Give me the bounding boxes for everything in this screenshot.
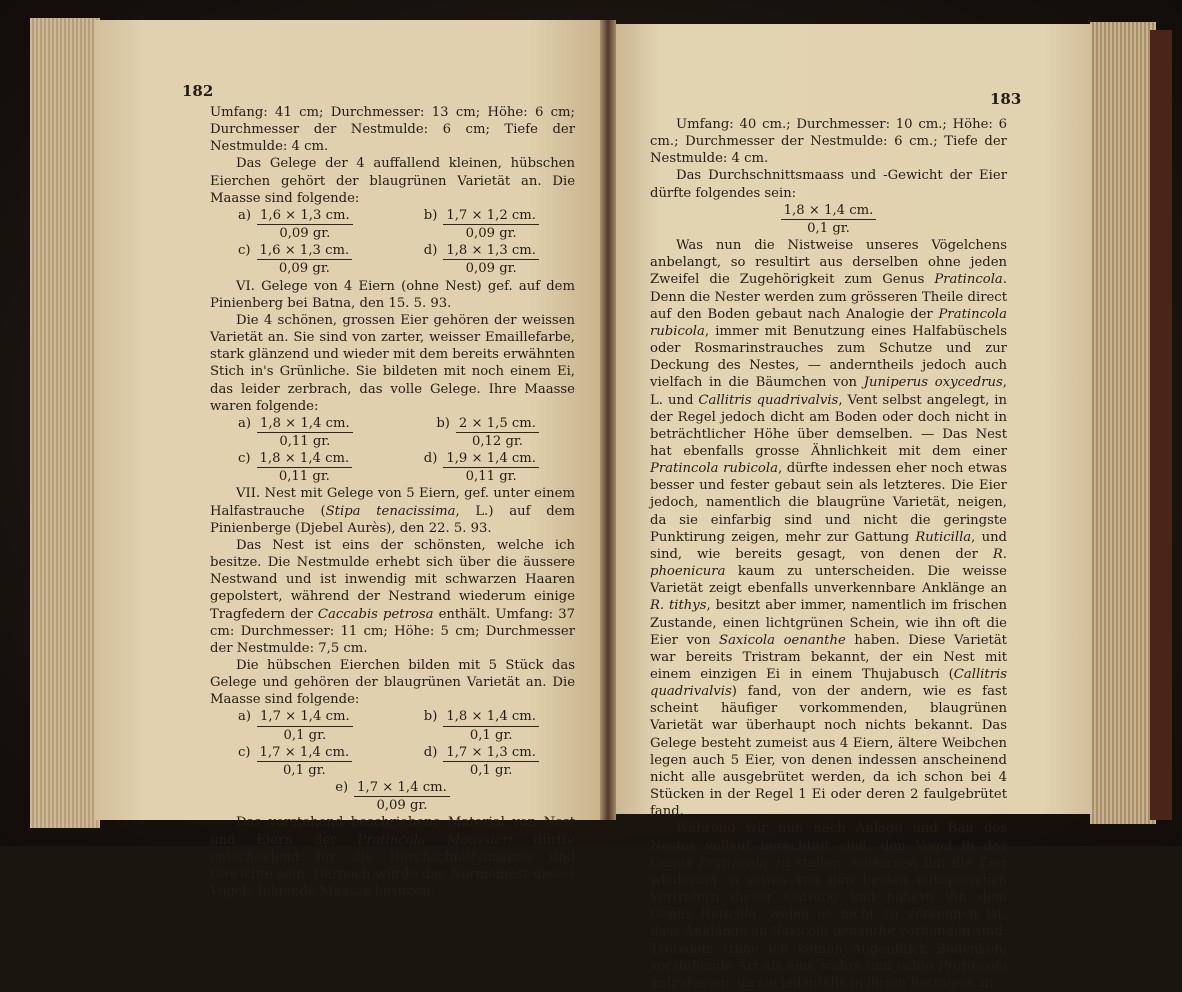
egg-dimensions: 2 × 1,5 cm. [456, 415, 539, 433]
measurement-label: a) [238, 207, 252, 223]
egg-measurement-row [210, 708, 575, 743]
egg-weight: 0,11 gr. [265, 467, 344, 485]
egg-weight: 0,1 gr. [456, 726, 527, 744]
species-name: Pratincola [938, 958, 1007, 974]
egg-measurement [238, 207, 353, 242]
measurement-label: c) [238, 744, 251, 760]
species-name: Ruticilla [700, 907, 757, 923]
measurement-label: d) [423, 243, 438, 259]
egg-measurement-row [210, 450, 575, 485]
egg-measurement [424, 708, 539, 743]
text-run: Was nun die Nistweise unseres Vögelchens anbelangt, so resultirt aus derselben ohne jeden Zweifel die Zugehörigkeit zum Genus [650, 238, 1007, 288]
species-name: R. tithys [650, 598, 707, 614]
text-run: , L.) auf dem Pinienberge (Djebel Aurès), den 22. 5. 93. [210, 503, 575, 536]
measurement-fraction [257, 207, 353, 242]
egg-dimensions: 1,8 × 1,3 cm. [443, 242, 539, 260]
measurement-label: c) [238, 451, 251, 467]
egg-measurement [238, 708, 353, 743]
egg-dimensions: 1,7 × 1,2 cm. [443, 207, 539, 225]
egg-weight: 0,1 gr. [270, 726, 341, 744]
egg-measurement [238, 450, 352, 485]
egg-measurement [238, 242, 352, 277]
egg-measurement [238, 744, 352, 779]
text-run: , und sind, wie bereits gesagt, von denen der [650, 529, 1007, 562]
paragraph [210, 485, 575, 536]
measurement-label: e) [335, 780, 349, 796]
egg-weight: 0,11 gr. [452, 467, 531, 485]
text-run: VII. Nest mit Gelege von 5 Eiern, gef. unter einem Halfastrauche ( [210, 486, 575, 519]
egg-weight: 0,11 gr. [265, 432, 344, 450]
egg-weight: 0,12 gr. [458, 432, 537, 450]
measurement-fraction [443, 744, 539, 779]
egg-measurement-row [210, 415, 575, 450]
measurement-fraction [257, 242, 353, 277]
egg-dimensions: 1,8 × 1,4 cm. [257, 415, 353, 433]
species-name: Pratincola Moussieri [357, 832, 513, 848]
paragraph: VI. Gelege von 4 Eiern (ohne Nest) gef. auf dem Pinienberg bei Batna, den 15. 5. 93. [210, 278, 575, 311]
egg-dimensions: 1,7 × 1,4 cm. [257, 744, 353, 762]
paragraph [650, 820, 1007, 992]
egg-measurement [424, 207, 539, 242]
paragraph: Umfang: 41 cm; Durchmesser: 13 cm; Höhe: 6 cm; Durchmesser der Nestmulde: 6 cm; Tiefe der Nestmulde: 4 cm. [210, 105, 575, 155]
measurement-fraction [257, 415, 353, 450]
egg-weight: 0,09 gr. [265, 259, 344, 277]
paragraph: Umfang: 40 cm.; Durchmesser: 10 cm.; Höhe: 6 cm.; Durchmesser der Nestmulde: 6 cm.; Tiefe der Nestmulde: 4 cm. [650, 117, 1007, 167]
right-page-stack-edge [1090, 22, 1156, 824]
measurement-label: a) [238, 415, 252, 431]
egg-dimensions: 1,7 × 1,4 cm. [354, 779, 450, 797]
text-run: ) fand, von der andern, wie es fast scheint häufiger vorkommenden, blaugrünen Varietät war überhaupt noch nichts bekannt. Das Gelege besteht zumeist aus 4 Eiern, ältere Weibchen legen auch 5 Eier, von denen indessen anscheinend nicht alle ausgebrütet werden, da ich schon bei 4 Stücken in der Regel 1 Ei oder deren 2 faulgebrütet fand. [650, 684, 1007, 820]
text-run: aufzufassen, da sie jedenfalls in ihrem Betragen, in [650, 975, 994, 991]
measurement-fraction [443, 450, 539, 485]
left-page-stack-edge [30, 18, 100, 828]
measurement-label: a) [238, 709, 252, 725]
species-name: Stipa tenacissima [325, 503, 456, 519]
egg-dimensions: 1,7 × 1,3 cm. [443, 744, 539, 762]
right-page-number: 183 [990, 90, 1022, 108]
egg-measurement-row [210, 744, 575, 779]
text-run: , L. und [650, 375, 1007, 408]
egg-dimensions: 1,9 × 1,4 cm. [443, 450, 539, 468]
paragraph: Das Gelege der 4 auffallend kleinen, hübschen Eierchen gehört der blaugrünen Varietät an. Die Maasse sind folgende: [210, 156, 575, 206]
species-name: Pratincola rubicola [650, 461, 778, 477]
egg-measurement [335, 779, 450, 814]
species-name: R. phoenicura [650, 546, 1007, 580]
species-name: Callitris quadrivalvis [650, 667, 1007, 700]
egg-measurement-row [210, 242, 575, 277]
text-run: , immer mit Benutzung eines Halfabüschels oder Rosmarinstrauches zum Schutze und zur Deckung des Nestes, — anderntheils jedoch auch vielfach in die Bäumchen von [650, 323, 1007, 391]
text-run: Das vorstehend beschriebene Material von Nest und Eiern der [210, 815, 575, 848]
measurement-label: b) [423, 207, 438, 223]
egg-measurement [781, 202, 877, 237]
measurement-fraction [443, 207, 539, 242]
egg-weight: 0,1 gr. [793, 219, 864, 237]
egg-measurement [436, 415, 539, 450]
text-run: dürfte entscheidend für die Durchschnittsmaasse und Gewichte sein. Darnach würde das Normalnest dieses Vogels folgende Maasse besitzen: [210, 832, 575, 900]
measurement-fraction [257, 450, 353, 485]
measurement-fraction [781, 202, 877, 237]
right-page-text [650, 116, 1007, 992]
paragraph: Die 4 schönen, grossen Eier gehören der weissen Varietät an. Sie sind von zarter, weisser Emaillefarbe, stark glänzend und wieder mit dem bereits erwähnten Stich in's Grünliche. Sie bildeten mit noch einem Ei, das leider zerbrach, das volle Gelege. Ihre Maasse waren folgende: [210, 312, 575, 414]
paragraph [650, 237, 1007, 820]
book-gutter [600, 20, 616, 820]
measurement-fraction [257, 708, 353, 743]
text-run: , besitzt aber immer, namentlich im frischen Zustande, einen lichtgrünen Schein, wie ihn oft die Eier von [650, 598, 1007, 648]
species-name: Caccabis petrosa [317, 606, 434, 622]
text-run: zu stellen, entfernen ihn die Eier wiederum in etwas von den beiden europäischen Vertretern dieser Gattung und nähern ihn dem Genus [650, 855, 1007, 923]
text-run: , wobei es nicht zu verkennen ist, dass Anklänge an [650, 907, 1007, 940]
left-page-number: 182 [182, 82, 214, 100]
species-name: Juniperus oxycedrus [863, 375, 1003, 391]
egg-dimensions: 1,8 × 1,4 cm. [257, 450, 353, 468]
text-run: Während wir nun nach Anlage und Bau des Nestes vollauf berechtigt sind, den Vogel in das Genus [650, 821, 1007, 871]
measurement-label: b) [436, 415, 450, 431]
egg-weight: 0,09 gr. [265, 224, 344, 242]
egg-measurement-row [210, 779, 575, 814]
text-run: , Vent selbst angelegt, in der Regel jedoch dicht am Boden oder doch nicht in beträchtlicher Höhe über demselben. — Das Nest hat ebenfalls grosse Ähnlichkeit mit dem einer [650, 392, 1008, 459]
paragraph [210, 814, 575, 900]
measurement-fraction [443, 242, 539, 277]
egg-measurement-row [650, 202, 1007, 237]
egg-measurement [424, 450, 539, 485]
egg-weight: 0,1 gr. [456, 761, 527, 779]
measurement-fraction [443, 708, 539, 743]
species-name: Pratincola [934, 272, 1003, 288]
egg-weight: 0,09 gr. [452, 259, 531, 277]
text-run: vorhanden sind. Trotzdem trage ich keinen Augenblick Bedenken, vorstehende Art als eine wahre und echte [650, 924, 1007, 974]
egg-measurement [424, 744, 539, 779]
egg-measurement [238, 415, 353, 450]
paragraph: Die hübschen Eierchen bilden mit 5 Stück das Gelege und gehören der blaugrünen Varietät an. Die Maasse sind folgende: [210, 658, 575, 708]
species-name: Saxicola oenanthe [772, 924, 895, 940]
egg-measurement-row [210, 207, 575, 242]
measurement-fraction [257, 744, 353, 779]
measurement-fraction [456, 415, 539, 450]
book-cover-edge [1150, 30, 1172, 820]
species-name: Ruticilla [915, 529, 972, 545]
egg-dimensions: 1,8 × 1,4 cm. [781, 202, 877, 220]
species-name: Pratincola rubicola [650, 306, 1007, 339]
measurement-label: d) [423, 744, 438, 760]
paragraph: Das Durchschnittsmaass und -Gewicht der Eier dürfte folgendes sein: [650, 168, 1007, 201]
species-name: Callitris quadrivalvis [698, 392, 839, 408]
text-run: Das Nest ist eins der schönsten, welche ich besitze. Die Nestmulde erhebt sich über die äussere Nestwand und ist inwendig mit schwarzen Haaren gepolstert, während der Nestrand wiederum einige Tragfedern der [210, 537, 575, 622]
egg-weight: 0,09 gr. [452, 224, 531, 242]
measurement-label: b) [423, 709, 438, 725]
paragraph [210, 537, 575, 657]
egg-dimensions: 1,6 × 1,3 cm. [257, 207, 353, 225]
egg-weight: 0,1 gr. [269, 761, 340, 779]
species-name: Saxicola oenanthe [719, 632, 846, 648]
measurement-fraction [354, 779, 450, 814]
measurement-label: d) [423, 451, 438, 467]
egg-weight: 0,09 gr. [362, 796, 441, 814]
text-run: . Denn die Nester werden zum grösseren Theile direct auf den Boden gebaut nach Analogie der [650, 272, 1007, 322]
left-page-text [210, 104, 575, 900]
measurement-label: c) [238, 243, 251, 259]
species-name: Pratincola [698, 855, 768, 871]
egg-dimensions: 1,7 × 1,4 cm. [257, 708, 353, 726]
egg-dimensions: 1,6 × 1,3 cm. [257, 242, 353, 260]
text-run: kaum zu unterscheiden. Die weisse Varietät zeigt ebenfalls unverkennbare Anklänge an [650, 564, 1007, 597]
text-run: , dürfte indessen eher noch etwas besser und fester gebaut sein als letzteres. Die Eier jedoch, namentlich die blaugrüne Varietät, neigen, da sie einfarbig sind und nicht die geringste Punktirung zeigen, mehr zur Gattung [650, 461, 1008, 545]
text-run: enthält. Umfang: 37 cm: Durchmesser: 11 cm; Höhe: 5 cm; Durchmesser der Nestmulde: 7,5 cm. [210, 606, 575, 656]
egg-dimensions: 1,8 × 1,4 cm. [443, 708, 539, 726]
text-run: haben. Diese Varietät war bereits Tristram bekannt, der ein Nest mit einem einzigen Ei in einem Thujabusch ( [650, 632, 1007, 682]
egg-measurement [424, 242, 539, 277]
